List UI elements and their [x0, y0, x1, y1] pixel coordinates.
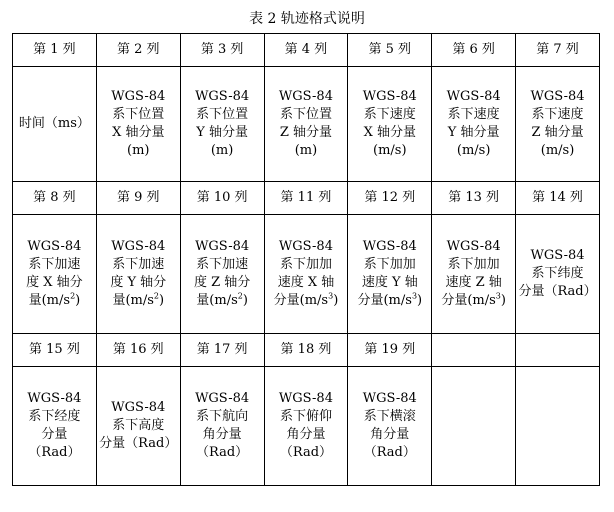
- description-line: （Rad）: [363, 445, 416, 460]
- unit-text: 分量(m/s: [357, 293, 412, 308]
- column-header: 第 2 列: [96, 34, 180, 67]
- column-header: 第 6 列: [432, 34, 516, 67]
- column-header: 第 16 列: [96, 334, 180, 367]
- description-line: 系下加速: [112, 257, 165, 272]
- description-line: (m/s): [373, 143, 407, 158]
- description-line: 系下位置: [196, 107, 249, 122]
- column-description: [348, 367, 432, 486]
- unit-close: ): [75, 293, 81, 308]
- description-line: 速度 X 轴: [277, 275, 335, 290]
- description-line: WGS-84: [111, 400, 166, 415]
- table-row: [13, 34, 600, 67]
- description-line: WGS-84: [278, 89, 333, 104]
- description-line: WGS-84: [111, 89, 166, 104]
- unit-line: [350, 292, 429, 310]
- description-line: WGS-84: [446, 239, 501, 254]
- column-header: 第 14 列: [516, 182, 600, 215]
- description-line: 系下航向: [196, 409, 249, 424]
- unit-close: ): [500, 293, 506, 308]
- description-line: 速度 Y 轴: [361, 275, 418, 290]
- column-header: 第 1 列: [13, 34, 97, 67]
- description-line: WGS-84: [27, 239, 82, 254]
- description-line: (m): [210, 143, 234, 158]
- description-line: 系下加加: [279, 257, 332, 272]
- description-line: 分量: [41, 427, 68, 442]
- column-header: 第 18 列: [264, 334, 348, 367]
- description-line: Z 轴分量: [531, 125, 584, 140]
- description-line: 度 Y 轴分: [110, 275, 167, 290]
- empty-cell: [516, 367, 600, 486]
- unit-line: [267, 292, 346, 310]
- description-line: 系下速度: [447, 107, 500, 122]
- unit-exponent: 2: [237, 291, 243, 301]
- column-description: [13, 367, 97, 486]
- empty-cell: [516, 334, 600, 367]
- column-description: [13, 215, 97, 334]
- description-line: X 轴分量: [363, 125, 416, 140]
- description-line: WGS-84: [195, 89, 250, 104]
- description-line: （Rad）: [279, 445, 333, 460]
- trajectory-format-table: [12, 33, 600, 486]
- description-line: WGS-84: [446, 89, 501, 104]
- table-row: [13, 367, 600, 486]
- description-line: 度 Z 轴分: [193, 275, 251, 290]
- description-line: 角分量: [286, 427, 326, 442]
- unit-exponent: 3: [411, 291, 418, 301]
- column-header: 第 15 列: [13, 334, 97, 367]
- description-line: 角分量: [202, 427, 242, 442]
- column-description: [264, 67, 348, 182]
- column-description: [96, 215, 180, 334]
- column-description: [516, 67, 600, 182]
- unit-close: ): [242, 293, 248, 308]
- description-line: WGS-84: [530, 89, 585, 104]
- column-description: [96, 367, 180, 486]
- description-line: 分量（Rad）: [518, 284, 597, 299]
- unit-text: 量(m/s: [196, 293, 238, 308]
- column-header: 第 7 列: [516, 34, 600, 67]
- unit-text: 分量(m/s: [273, 293, 329, 308]
- description-line: 系下位置: [112, 107, 165, 122]
- description-line: Z 轴分量: [279, 125, 333, 140]
- unit-exponent: 3: [328, 291, 334, 301]
- description-line: Y 轴分量: [196, 125, 248, 140]
- unit-close: ): [333, 293, 339, 308]
- column-header: 第 5 列: [348, 34, 432, 67]
- column-description: [432, 67, 516, 182]
- unit-exponent: 2: [153, 291, 159, 301]
- column-header: 第 3 列: [180, 34, 264, 67]
- column-header: 第 10 列: [180, 182, 264, 215]
- description-line: WGS-84: [278, 239, 333, 254]
- description-line: WGS-84: [195, 239, 250, 254]
- unit-line: [15, 292, 94, 310]
- description-line: 系下加加: [447, 257, 500, 272]
- description-line: 系下加速: [196, 257, 249, 272]
- column-header: 第 17 列: [180, 334, 264, 367]
- description-line: WGS-84: [111, 239, 166, 254]
- description-line: Y 轴分量: [447, 125, 500, 140]
- unit-text: 分量(m/s: [441, 293, 496, 308]
- empty-cell: [432, 334, 516, 367]
- description-line: 系下速度: [531, 107, 584, 122]
- description-line: WGS-84: [530, 248, 585, 263]
- description-line: （Rad）: [196, 445, 249, 460]
- description-line: WGS-84: [195, 391, 250, 406]
- column-description: [13, 67, 97, 182]
- description-line: 系下纬度: [531, 266, 584, 281]
- description-line: 系下高度: [112, 418, 165, 433]
- description-line: 系下俯仰: [279, 409, 332, 424]
- table-row: [13, 215, 600, 334]
- description-line: 速度 Z 轴: [445, 275, 502, 290]
- description-line: 系下经度: [28, 409, 81, 424]
- unit-close: ): [159, 293, 165, 308]
- description-line: 角分量: [370, 427, 410, 442]
- unit-text: 量(m/s: [112, 293, 154, 308]
- unit-close: ): [417, 293, 423, 308]
- column-header: 第 19 列: [348, 334, 432, 367]
- description-line: 系下速度: [363, 107, 416, 122]
- description-line: 系下位置: [279, 107, 332, 122]
- description-line: WGS-84: [362, 391, 417, 406]
- unit-exponent: 2: [70, 291, 76, 301]
- description-line: 分量（Rad）: [99, 436, 178, 451]
- unit-line: [183, 292, 262, 310]
- empty-cell: [432, 367, 516, 486]
- description-line: (m): [294, 143, 318, 158]
- description-line: 系下加加: [363, 257, 416, 272]
- description-line: WGS-84: [27, 391, 82, 406]
- description-line: (m): [127, 143, 150, 158]
- column-header: 第 13 列: [432, 182, 516, 215]
- unit-text: 量(m/s: [28, 293, 71, 308]
- description-line: WGS-84: [362, 239, 417, 254]
- column-header: 第 11 列: [264, 182, 348, 215]
- column-description: [180, 367, 264, 486]
- column-description: [264, 367, 348, 486]
- column-description: [516, 215, 600, 334]
- table-row: [13, 67, 600, 182]
- description-line: （Rad）: [28, 445, 81, 460]
- column-description: [180, 67, 264, 182]
- column-description: [264, 215, 348, 334]
- description-line: 时间（ms）: [18, 116, 90, 131]
- description-line: 系下加速: [28, 257, 81, 272]
- column-header: 第 9 列: [96, 182, 180, 215]
- table-row: [13, 182, 600, 215]
- column-description: [348, 215, 432, 334]
- description-line: WGS-84: [362, 89, 417, 104]
- description-line: (m/s): [456, 143, 491, 158]
- table-caption: 表 2 轨迹格式说明: [249, 11, 365, 27]
- column-description: [96, 67, 180, 182]
- description-line: WGS-84: [278, 391, 333, 406]
- description-line: X 轴分量: [112, 125, 165, 140]
- column-description: [180, 215, 264, 334]
- description-line: (m/s): [540, 143, 575, 158]
- column-description: [432, 215, 516, 334]
- description-line: 度 X 轴分: [26, 275, 83, 290]
- column-header: 第 12 列: [348, 182, 432, 215]
- unit-exponent: 3: [495, 291, 501, 301]
- column-header: 第 8 列: [13, 182, 97, 215]
- unit-line: [99, 292, 178, 310]
- table-row: [13, 334, 600, 367]
- unit-line: [434, 292, 513, 310]
- description-line: 系下横滚: [363, 409, 416, 424]
- column-description: [348, 67, 432, 182]
- column-header: 第 4 列: [264, 34, 348, 67]
